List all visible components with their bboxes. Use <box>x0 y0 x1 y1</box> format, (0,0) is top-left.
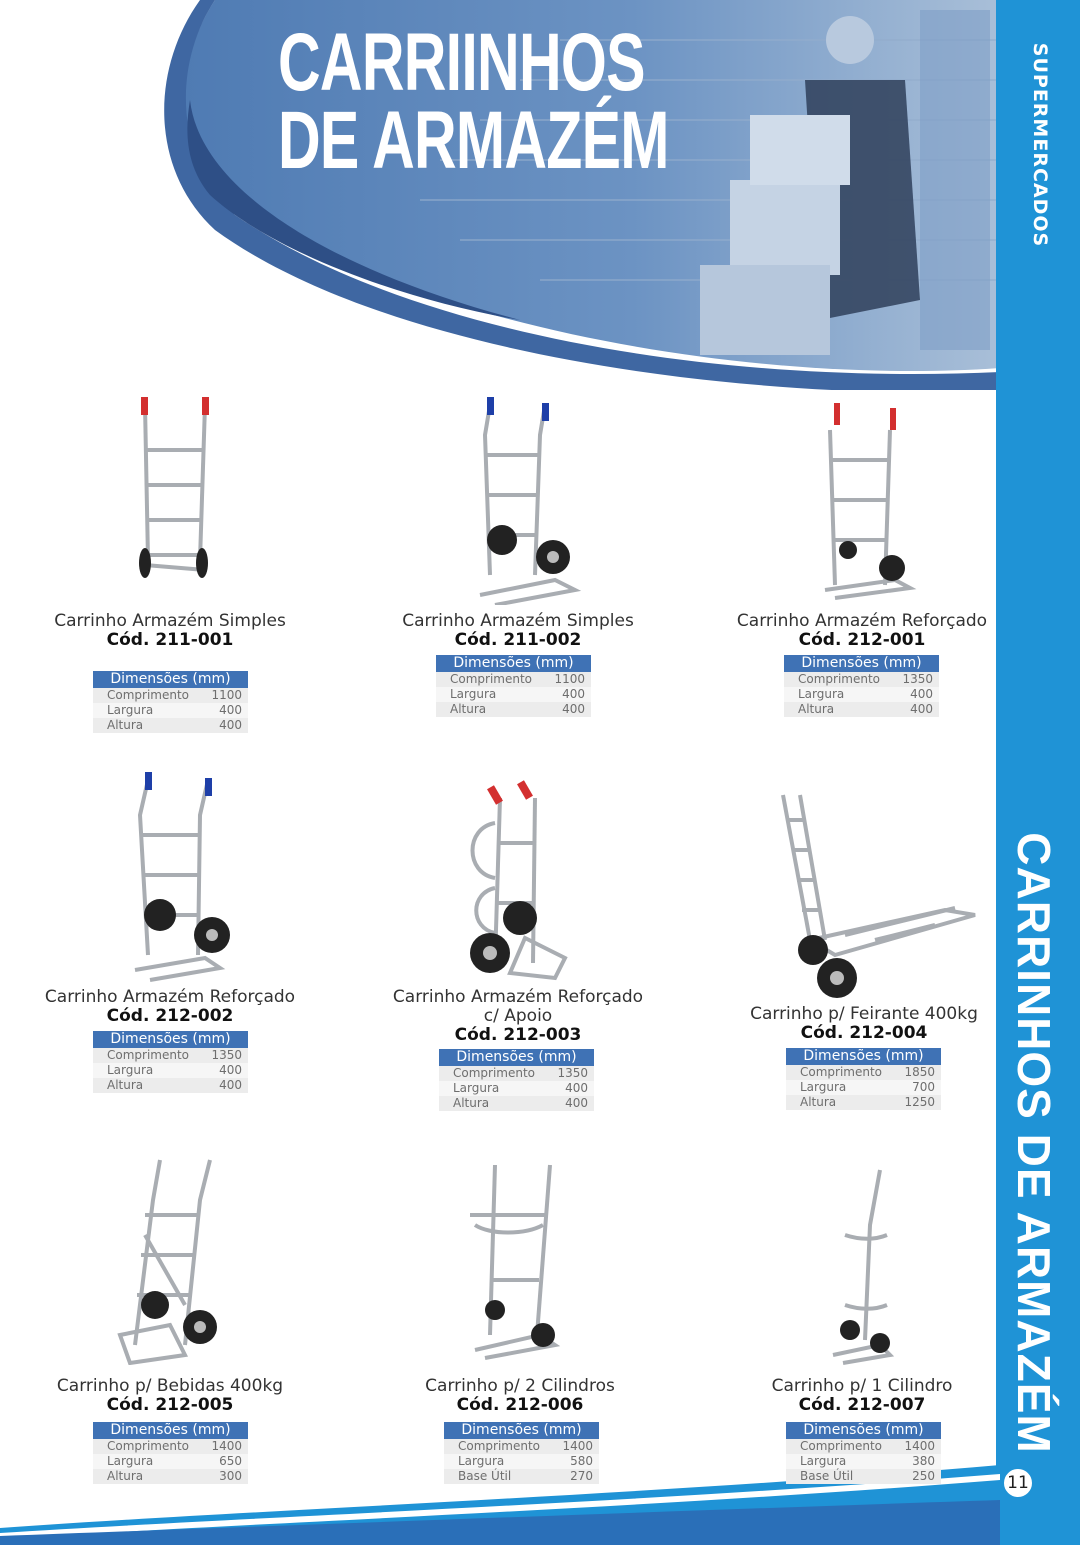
product-name: Carrinho p/ Feirante 400kg <box>750 1004 978 1024</box>
dimensions-header: Dimensões (mm) <box>93 1422 248 1439</box>
dim-value: 400 <box>565 1081 588 1095</box>
product-image-9 <box>825 1165 905 1365</box>
product-card <box>20 612 320 650</box>
page-number: 11 <box>1002 1467 1034 1499</box>
dim-value: 400 <box>219 718 242 732</box>
dimensions-table <box>93 671 248 733</box>
dimensions-row <box>93 1454 248 1469</box>
dim-value: 400 <box>219 1078 242 1092</box>
dim-value: 400 <box>219 1063 242 1077</box>
product-image-8 <box>465 1160 565 1360</box>
dim-label: Comprimento <box>798 672 881 686</box>
dimensions-header: Dimensões (mm) <box>439 1049 594 1066</box>
product-name: Carrinho Armazém Reforçado <box>392 987 644 1007</box>
dimensions-header: Dimensões (mm) <box>784 655 939 672</box>
dimensions-row <box>786 1439 941 1454</box>
dim-label: Largura <box>800 1454 847 1468</box>
dim-value: 1250 <box>904 1095 935 1109</box>
dimensions-row <box>786 1469 941 1484</box>
dim-value: 400 <box>910 687 933 701</box>
dim-label: Comprimento <box>107 1439 190 1453</box>
product-image-1 <box>120 395 230 605</box>
category-label: SUPERMERCADOS <box>1029 42 1051 248</box>
dim-value: 1100 <box>211 688 242 702</box>
product-name: Carrinho Armazém Reforçado <box>44 987 296 1007</box>
dim-value: 1350 <box>557 1066 588 1080</box>
product-name: Carrinho p/ 1 Cilindro <box>771 1376 953 1396</box>
title-line-1: CARRIINHOS <box>278 17 645 108</box>
product-name: Carrinho Armazém Simples <box>54 611 286 631</box>
dimensions-row <box>786 1454 941 1469</box>
product-image-4 <box>120 770 240 985</box>
dim-value: 400 <box>565 1096 588 1110</box>
dim-value: 400 <box>910 702 933 716</box>
dim-label: Comprimento <box>458 1439 541 1453</box>
dim-label: Altura <box>107 1078 144 1092</box>
dim-value: 400 <box>219 703 242 717</box>
dimensions-row <box>786 1095 941 1110</box>
product-code: Cód. 212-001 <box>798 630 926 650</box>
product-image-5 <box>455 778 575 983</box>
product-card <box>368 988 668 1045</box>
product-code: Cód. 212-002 <box>106 1006 234 1026</box>
dim-value: 1400 <box>211 1439 242 1453</box>
dimensions-row <box>444 1469 599 1484</box>
product-name: Carrinho p/ Bebidas 400kg <box>56 1376 284 1396</box>
dim-label: Altura <box>798 702 835 716</box>
dimensions-table <box>439 1049 594 1111</box>
dimensions-row <box>93 1078 248 1093</box>
dimensions-row <box>93 1469 248 1484</box>
dimensions-table <box>784 655 939 717</box>
dimensions-header: Dimensões (mm) <box>93 1031 248 1048</box>
dimensions-row <box>439 1066 594 1081</box>
dimensions-row <box>436 672 591 687</box>
product-card <box>712 1377 1012 1415</box>
dim-label: Largura <box>453 1081 500 1095</box>
dim-label: Largura <box>450 687 497 701</box>
dim-label: Largura <box>107 1454 154 1468</box>
dim-label: Comprimento <box>800 1065 883 1079</box>
product-code: Cód. 212-005 <box>106 1395 234 1415</box>
dim-label: Base Útil <box>458 1469 512 1483</box>
dimensions-row <box>784 702 939 717</box>
dim-label: Altura <box>107 1469 144 1483</box>
dim-value: 1850 <box>904 1065 935 1079</box>
dim-label: Altura <box>450 702 487 716</box>
dimensions-row <box>786 1080 941 1095</box>
product-name: Carrinho p/ 2 Cilindros <box>425 1376 615 1396</box>
product-code: Cód. 212-007 <box>798 1395 926 1415</box>
dim-label: Base Útil <box>800 1469 854 1483</box>
dimensions-table <box>786 1048 941 1110</box>
dim-value: 380 <box>912 1454 935 1468</box>
dimensions-table <box>93 1422 248 1484</box>
dimensions-row <box>93 718 248 733</box>
dimensions-row <box>436 687 591 702</box>
product-image-3 <box>810 400 920 600</box>
dim-label: Altura <box>453 1096 490 1110</box>
title-line-2: DE ARMAZÉM <box>278 95 669 186</box>
header-banner <box>0 0 1000 390</box>
dim-label: Comprimento <box>453 1066 536 1080</box>
dimensions-row <box>786 1065 941 1080</box>
dimensions-header: Dimensões (mm) <box>786 1048 941 1065</box>
page-title <box>278 17 669 186</box>
dim-value: 650 <box>219 1454 242 1468</box>
dimensions-table <box>786 1422 941 1484</box>
dim-label: Comprimento <box>800 1439 883 1453</box>
dimensions-header: Dimensões (mm) <box>93 671 248 688</box>
dim-label: Largura <box>800 1080 847 1094</box>
dim-value: 1350 <box>902 672 933 686</box>
dimensions-row <box>439 1096 594 1111</box>
product-card <box>368 612 668 650</box>
dimensions-row <box>436 702 591 717</box>
dim-value: 400 <box>562 687 585 701</box>
dimensions-row <box>93 1063 248 1078</box>
dim-value: 580 <box>570 1454 593 1468</box>
dim-label: Largura <box>458 1454 505 1468</box>
dim-value: 1350 <box>211 1048 242 1062</box>
dim-label: Largura <box>107 703 154 717</box>
dim-label: Comprimento <box>450 672 533 686</box>
product-image-7 <box>115 1155 225 1365</box>
product-card <box>20 988 320 1026</box>
dim-value: 400 <box>562 702 585 716</box>
product-card <box>20 1377 320 1415</box>
dimensions-header: Dimensões (mm) <box>436 655 591 672</box>
dimensions-table <box>436 655 591 717</box>
product-name: Carrinho Armazém Simples <box>402 611 634 631</box>
product-name: Carrinho Armazém Reforçado <box>736 611 988 631</box>
dim-value: 1400 <box>904 1439 935 1453</box>
product-code: Cód. 212-003 <box>454 1025 582 1045</box>
dim-value: 250 <box>912 1469 935 1483</box>
dimensions-header: Dimensões (mm) <box>444 1422 599 1439</box>
product-name-line-2: c/ Apoio <box>483 1006 553 1026</box>
dimensions-table <box>444 1422 599 1484</box>
dim-value: 1100 <box>554 672 585 686</box>
product-card <box>714 1005 1014 1043</box>
dimensions-row <box>784 687 939 702</box>
dim-label: Altura <box>107 718 144 732</box>
dim-label: Altura <box>800 1095 837 1109</box>
dim-value: 270 <box>570 1469 593 1483</box>
product-card <box>370 1377 670 1415</box>
dimensions-row <box>93 1439 248 1454</box>
dimensions-row <box>444 1454 599 1469</box>
product-code: Cód. 211-001 <box>106 630 234 650</box>
dimensions-row <box>784 672 939 687</box>
dimensions-row <box>439 1081 594 1096</box>
product-code: Cód. 211-002 <box>454 630 582 650</box>
dim-value: 300 <box>219 1469 242 1483</box>
dim-label: Comprimento <box>107 688 190 702</box>
dim-value: 700 <box>912 1080 935 1094</box>
product-image-2 <box>465 395 585 605</box>
dim-value: 1400 <box>562 1439 593 1453</box>
product-code: Cód. 212-004 <box>800 1023 928 1043</box>
product-card <box>712 612 1012 650</box>
dimensions-row <box>444 1439 599 1454</box>
dimensions-table <box>93 1031 248 1093</box>
dimensions-row <box>93 1048 248 1063</box>
dim-label: Comprimento <box>107 1048 190 1062</box>
dimensions-row <box>93 688 248 703</box>
dim-label: Largura <box>798 687 845 701</box>
product-image-6 <box>775 790 985 1000</box>
dimensions-row <box>93 703 248 718</box>
product-code: Cód. 212-006 <box>456 1395 584 1415</box>
section-label: CARRINHOS DE ARMAZÉM <box>1008 832 1060 1454</box>
dim-label: Largura <box>107 1063 154 1077</box>
dimensions-header: Dimensões (mm) <box>786 1422 941 1439</box>
